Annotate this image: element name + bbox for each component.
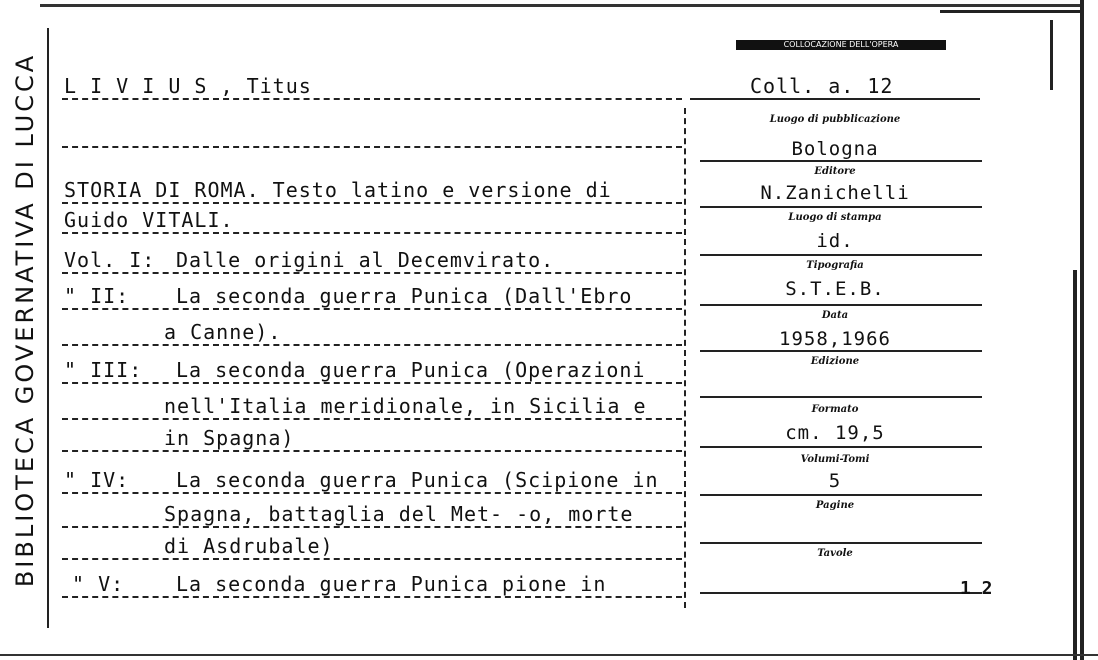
title-underline-2: [62, 232, 682, 234]
field-line-plates: [700, 592, 982, 594]
right-tick-mark: [1050, 20, 1053, 90]
field-label-print-place: Luogo di stampa: [788, 212, 882, 223]
field-value-publisher: N.Zanichelli: [760, 182, 910, 204]
field-line-edition: [700, 396, 982, 398]
vol-4-cont2-underline: [62, 558, 682, 560]
title-line-1: STORIA DI ROMA. Testo latino e versione di: [64, 178, 612, 202]
field-value-place: Bologna: [791, 138, 879, 160]
field-line-volumes: [700, 494, 982, 496]
field-value-format: cm. 19,5: [785, 422, 885, 444]
vol-5-underline: [62, 596, 682, 598]
field-label-plates: Tavole: [817, 548, 853, 559]
vol-4-underline: [62, 492, 682, 494]
left-margin-rule: [47, 28, 49, 628]
title-underline-1: [62, 202, 682, 204]
field-line-publisher: [700, 206, 982, 208]
field-label-volumes: Volumi-Tomi: [800, 454, 870, 465]
field-label-edition: Edizione: [810, 356, 860, 367]
vol-1-prefix: Vol. I:: [64, 248, 156, 272]
vol-5-text: La seconda guerra Punica pione in: [176, 572, 607, 596]
field-value-print-place: id.: [816, 230, 854, 252]
field-label-format: Formato: [811, 404, 859, 415]
vol-5-prefix: " V:: [72, 572, 125, 596]
vol-3-cont2-underline: [62, 450, 682, 452]
field-line-print-place: [700, 254, 982, 256]
vol-3-cont-underline: [62, 418, 682, 420]
vol-4-cont-underline: [62, 526, 682, 528]
vol-4-prefix: " IV:: [64, 468, 130, 492]
shelf-mark: 1 2: [960, 578, 993, 599]
bottom-border: [0, 654, 1098, 656]
right-border: [1080, 0, 1084, 660]
library-stamp: BIBLIOTECA GOVERNATIVA DI LUCCA: [11, 52, 39, 588]
vol-2-prefix: " II:: [64, 284, 130, 308]
vol-4-continuation-2: di Asdrubale): [164, 534, 334, 558]
top-border-accent: [940, 10, 1080, 13]
vol-3-text: La seconda guerra Punica (Operazioni: [176, 358, 646, 382]
top-border: [40, 4, 1080, 7]
vol-4-continuation: Spagna, battaglia del Met- -o, morte: [164, 502, 634, 526]
title-line-2: Guido VITALI.: [64, 208, 234, 232]
field-label-date: Data: [821, 310, 849, 321]
vol-2-underline: [62, 308, 682, 310]
vol-1-text: Dalle origini al Decemvirato.: [176, 248, 555, 272]
right-border-inner: [1073, 270, 1077, 660]
vol-2-continuation: a Canne).: [164, 320, 282, 344]
field-label-publisher: Editore: [814, 166, 856, 177]
collocation-underline: [690, 98, 980, 100]
author-heading: L I V I U S , Titus: [64, 74, 312, 98]
vol-3-continuation: nell'Italia meridionale, in Sicilia e: [164, 394, 647, 418]
vol-4-text: La seconda guerra Punica (Scipione in: [176, 468, 659, 492]
field-label-place: Luogo di pubblicazione: [769, 114, 901, 125]
field-value-date: 1958,1966: [779, 328, 891, 350]
collocation-header: COLLOCAZIONE DELL'OPERA: [736, 40, 946, 50]
field-line-pages: [700, 542, 982, 544]
vol-2-cont-underline: [62, 344, 682, 346]
author-underline: [62, 98, 682, 100]
field-value-volumes: 5: [828, 470, 842, 492]
vol-2-text: La seconda guerra Punica (Dall'Ebro: [176, 284, 633, 308]
vol-3-prefix: " III:: [64, 358, 143, 382]
field-line-printer: [700, 304, 982, 306]
collocation-value: Coll. a. 12: [750, 74, 894, 98]
blank-line-1: [62, 146, 682, 148]
field-label-pages: Pagine: [815, 500, 855, 511]
field-line-date: [700, 350, 982, 352]
field-label-printer: Tipografia: [806, 260, 864, 271]
field-line-format: [700, 446, 982, 448]
vol-3-continuation-2: in Spagna): [164, 426, 295, 450]
vol-3-underline: [62, 382, 682, 384]
field-value-printer: S.T.E.B.: [785, 278, 885, 300]
vol-1-underline: [62, 272, 682, 274]
field-line-place: [700, 160, 982, 162]
